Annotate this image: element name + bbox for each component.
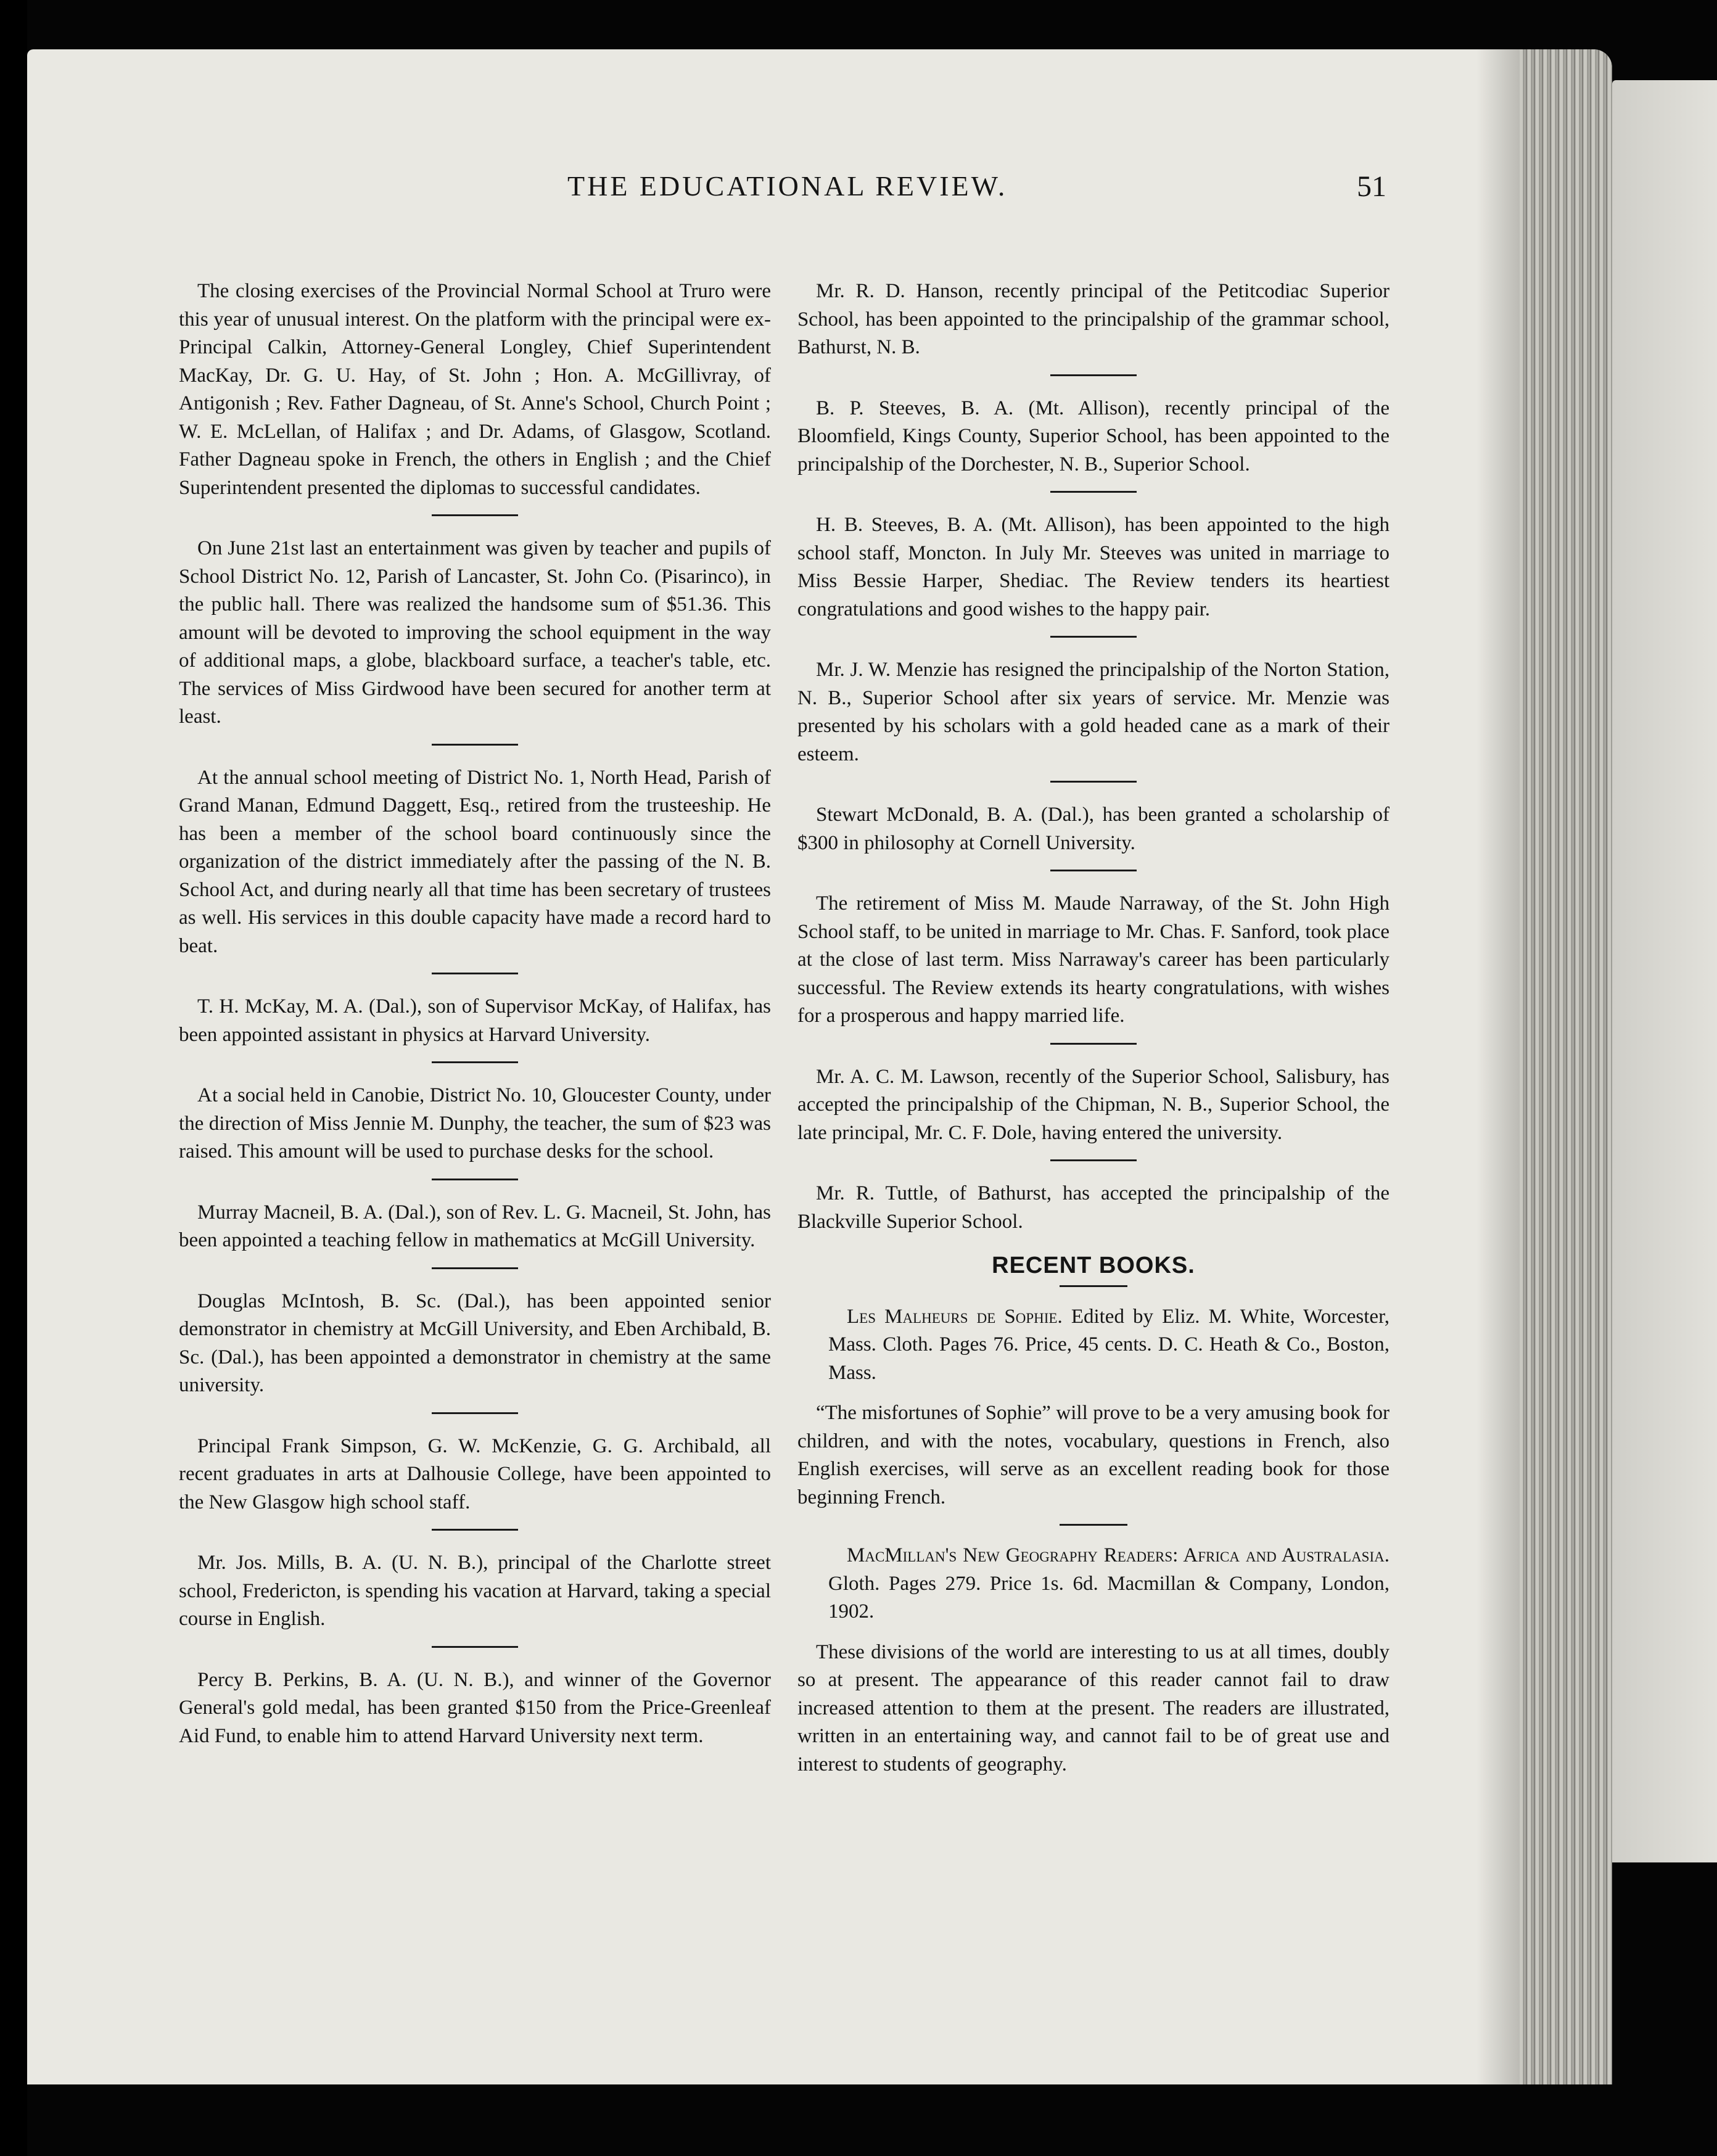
book-title: Les Malheurs de Sophie. xyxy=(847,1305,1063,1328)
news-item: T. H. McKay, M. A. (Dal.), son of Supervisor McKay, of Halifax, has been appointed assistant in physics at Harvard University. xyxy=(179,995,771,1046)
divider xyxy=(432,514,518,516)
book-fore-edges xyxy=(1520,49,1612,2084)
journal-title: THE EDUCATIONAL REVIEW. xyxy=(567,170,1008,202)
divider xyxy=(1050,1043,1137,1045)
book-title: MacMillan's New Geography Readers: Africa and Australasia. xyxy=(847,1544,1390,1566)
divider xyxy=(1050,636,1137,638)
news-item: Mr. R. Tuttle, of Bathurst, has accepted the principalship of the Blackville Superior School. xyxy=(797,1182,1390,1233)
divider xyxy=(1050,781,1137,783)
adjacent-page-edge xyxy=(1612,80,1717,1862)
divider xyxy=(1050,374,1137,376)
divider xyxy=(1050,870,1137,871)
news-item: Mr. Jos. Mills, B. A. (U. N. B.), principal of the Charlotte street school, Fredericton, is spending his vacation at Harvard, taking a special course in English. xyxy=(179,1552,771,1630)
divider xyxy=(432,1061,518,1063)
left-column xyxy=(179,278,771,1763)
right-column xyxy=(797,278,1390,1791)
divider xyxy=(432,973,518,974)
divider xyxy=(432,744,518,746)
book-entry xyxy=(797,1303,1390,1388)
news-item: At a social held in Canobie, District No. 10, Gloucester County, under the direction of Miss Jennie M. Dunphy, the teacher, the sum of $23 was raised. This amount will be used to purchase desks for the school. xyxy=(179,1084,771,1162)
divider xyxy=(432,1646,518,1648)
book-details: Edited by Eliz. M. White, Worcester, Mass. Cloth. Pages 76. Price, 45 cents. D. C. Heath & Co., Boston, Mass. xyxy=(828,1305,1390,1384)
news-item: At the annual school meeting of District No. 1, North Head, Parish of Grand Manan, Edmund Daggett, Esq., retired from the trusteeship. He has been a member of the school board continuously since the organization of the district immediately after the passing of the N. B. School Act, and during nearly all that time has been secretary of trustees as well. His services in this double capacity have made a record hard to beat. xyxy=(179,766,771,957)
divider xyxy=(1050,1159,1137,1161)
news-item: Douglas McIntosh, B. Sc. (Dal.), has been appointed senior demonstrator in chemistry at McGill University, and Eben Archibald, B. Sc. (Dal.), has been appointed a demonstrator in chemistry at the same university. xyxy=(179,1290,771,1396)
divider xyxy=(1060,1524,1127,1526)
news-item: Murray Macneil, B. A. (Dal.), son of Rev. L. G. Macneil, St. John, has been appointed a teaching fellow in mathematics at McGill University. xyxy=(179,1201,771,1251)
news-item: B. P. Steeves, B. A. (Mt. Allison), recently principal of the Bloomfield, Kings County, Superior School, has been appointed to the principalship of the Dorchester, N. B., Superior School. xyxy=(797,397,1390,475)
news-item: The retirement of Miss M. Maude Narraway, of the St. John High School staff, to be united in marriage to Mr. Chas. F. Sanford, took place at the close of last term. Miss Narraway's career has been particularly successful. The Review extends its hearty congratulations, with wishes for a prosperous and happy married life. xyxy=(797,892,1390,1027)
news-item: H. B. Steeves, B. A. (Mt. Allison), has been appointed to the high school staff, Moncton. In July Mr. Steeves was united in marriage to Miss Bessie Harper, Shediac. The Review tenders its heartiest congratulations and good wishes to the happy pair. xyxy=(797,514,1390,620)
news-item: Mr. J. W. Menzie has resigned the principalship of the Norton Station, N. B., Superior School after six years of service. Mr. Menzie was presented by his scholars with a gold headed cane as a mark of their esteem. xyxy=(797,659,1390,765)
divider xyxy=(1050,491,1137,493)
scan-left-edge xyxy=(0,0,27,2156)
page-number: 51 xyxy=(1357,170,1386,203)
news-item: Mr. R. D. Hanson, recently principal of the Petitcodiac Superior School, has been appointed to the principalship of the grammar school, Bathurst, N. B. xyxy=(797,280,1390,358)
news-item: Stewart McDonald, B. A. (Dal.), has been granted a scholarship of $300 in philosophy at Cornell University. xyxy=(797,804,1390,854)
news-item: The closing exercises of the Provincial Normal School at Truro were this year of unusual interest. On the platform with the principal were ex-Principal Calkin, Attorney-General Longley, Chief Superintendent MacKay, Dr. G. U. Hay, of St. John ; Hon. A. McGillivray, of Antigonish ; Rev. Father Dagneau, of St. Anne's School, Church Point ; W. E. McLellan, of Halifax ; and Dr. Adams, of Glasgow, Scotland. Father Dagneau spoke in French, the others in English ; and the Chief Superintendent presented the diplomas to successful candidates. xyxy=(179,280,771,499)
news-item: Percy B. Perkins, B. A. (U. N. B.), and winner of the Governor General's gold medal, has been granted $150 from the Price-Greenleaf Aid Fund, to enable him to attend Harvard University next term. xyxy=(179,1668,771,1747)
book-review: “The misfortunes of Sophie” will prove to be a very amusing book for children, and with the notes, vocabulary, questions in French, also English exercises, will serve as an excellent reading book for those beginning French. xyxy=(797,1402,1390,1508)
book-review: These divisions of the world are interesting to us at all times, doubly so at present. The appearance of this reader cannot fail to draw increased attention to them at the present. The readers are illustrated, written in an entertaining way, and cannot fail to be of great use and interest to students of geography. xyxy=(797,1640,1390,1775)
divider xyxy=(432,1179,518,1180)
divider xyxy=(432,1412,518,1414)
divider xyxy=(432,1267,518,1269)
book-entry xyxy=(797,1542,1390,1626)
recent-books-heading: RECENT BOOKS. xyxy=(992,1253,1195,1278)
book-details: Gloth. Pages 279. Price 1s. 6d. Macmillan & Company, London, 1902. xyxy=(828,1572,1390,1623)
news-item: Principal Frank Simpson, G. W. McKenzie, G. G. Archibald, all recent graduates in arts at Dalhousie College, have been appointed to the New Glasgow high school staff. xyxy=(179,1434,771,1513)
divider xyxy=(432,1529,518,1531)
divider xyxy=(1060,1285,1127,1287)
page-gutter-shadow xyxy=(1476,49,1520,2084)
news-item: On June 21st last an entertainment was given by teacher and pupils of School District No. 12, Parish of Lancaster, St. John Co. (Pisarinco), in the public hall. There was realized the handsome sum of $51.36. This amount will be devoted to improving the school equipment in the way of additional maps, a globe, blackboard surface, a teacher's table, etc. The services of Miss Girdwood have been secured for another term at least. xyxy=(179,537,771,728)
news-item: Mr. A. C. M. Lawson, recently of the Superior School, Salisbury, has accepted the principalship of the Chipman, N. B., Superior School, the late principal, Mr. C. F. Dole, having entered the university. xyxy=(797,1065,1390,1144)
page-header xyxy=(0,170,1717,219)
